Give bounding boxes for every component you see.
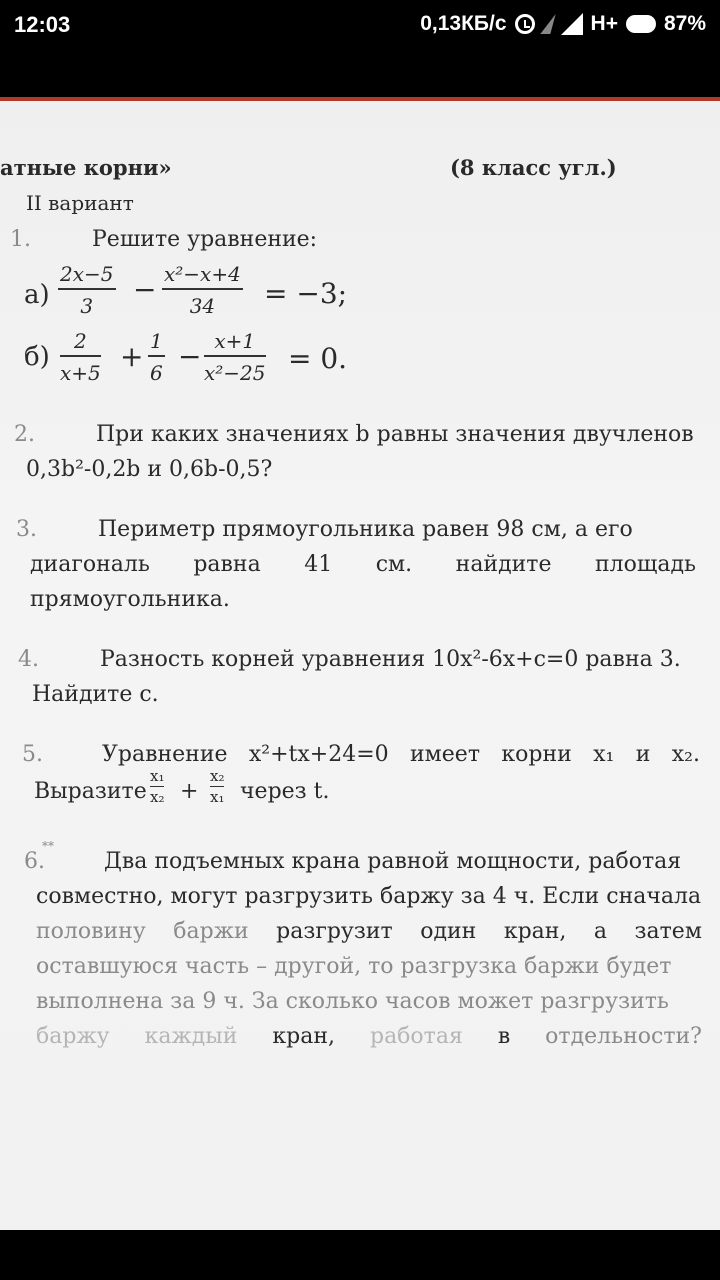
task1-b-label: б): [24, 342, 50, 372]
task1-b-fraction3: x+1 x²−25: [204, 329, 266, 385]
task1-b-fraction1: 2 x+5: [60, 329, 101, 385]
task6-number: 6.: [24, 849, 45, 874]
task6-line3: половину баржи разгрузит один кран, а затем: [36, 919, 702, 944]
task6-line2: совместно, могут разгрузить баржу за 4 ч. Если сначала: [36, 884, 702, 909]
photo-edge: [0, 97, 720, 101]
task1-a-fraction2: x²−x+4 34: [164, 262, 241, 318]
task3-line2: диагональ равна 41 см. найдите площадь: [30, 552, 696, 577]
network-speed: 0,13КБ/с: [420, 12, 507, 35]
task1-b-fraction2: 1 6: [150, 329, 163, 385]
worksheet-photo[interactable]: [0, 97, 720, 1230]
task3-line3: прямоугольника.: [30, 587, 230, 612]
task1-a-minus: −: [133, 273, 157, 306]
task5-fraction1: x₁ x₂: [150, 767, 165, 806]
task5-line1: Уравнение x²+tx+24=0 имеет корни x₁ и x₂.: [102, 742, 700, 767]
header-right: (8 класс угл.): [450, 155, 617, 180]
alarm-icon: [515, 14, 535, 34]
task5-line2-prefix: Выразите: [34, 779, 147, 804]
variant-label: II вариант: [26, 191, 134, 215]
task2-line1: При каких значениях b равны значения двучленов: [96, 422, 694, 447]
sim-icon: [540, 14, 555, 34]
battery-icon: [626, 15, 656, 33]
navigation-bar: [0, 1230, 720, 1280]
task5-line2-suffix: через t.: [240, 779, 330, 804]
task6-mark: **: [42, 839, 54, 853]
task1-a-fraction1: 2x−5 3: [60, 262, 114, 318]
task6-line6: баржу каждый кран, работая в отдельности?: [36, 1024, 702, 1049]
task3-line1: Периметр прямоугольника равен 98 см, а его: [98, 517, 633, 542]
task4-line1: Разность корней уравнения 10x²-6x+c=0 равна 3.: [100, 647, 681, 672]
signal-icon: [561, 13, 583, 35]
task6-line4: оставшуюся часть – другой, то разгрузка баржи будет: [36, 954, 672, 979]
task1-number: 1.: [10, 227, 31, 252]
task6-line5: выполнена за 9 ч. За сколько часов может разгрузить: [36, 989, 669, 1014]
task2-line2: 0,3b²-0,2b и 0,6b-0,5?: [26, 457, 273, 482]
task2-number: 2.: [14, 422, 35, 447]
task1-b-rhs: = 0.: [288, 342, 348, 375]
task1-a-label: а): [24, 280, 50, 310]
task4-number: 4.: [18, 647, 39, 672]
task4-line2: Найдите c.: [32, 682, 159, 707]
task5-fraction2: x₂ x₁: [210, 767, 225, 806]
network-type: H+: [590, 12, 618, 35]
task1-title: Решите уравнение:: [92, 227, 318, 252]
task1-a-rhs: = −3;: [264, 277, 348, 310]
task1-b-minus: −: [178, 340, 202, 373]
battery-percent: 87%: [663, 12, 706, 35]
task5-plus: +: [180, 779, 199, 804]
status-time: 12:03: [14, 12, 71, 37]
task5-number: 5.: [22, 742, 43, 767]
status-bar: [0, 0, 720, 52]
task3-number: 3.: [16, 517, 37, 542]
header-left: атные корни»: [0, 155, 172, 180]
task1-b-plus: +: [120, 340, 144, 373]
status-right: [420, 12, 706, 36]
task6-line1: Два подъемных крана равной мощности, работая: [104, 849, 682, 874]
